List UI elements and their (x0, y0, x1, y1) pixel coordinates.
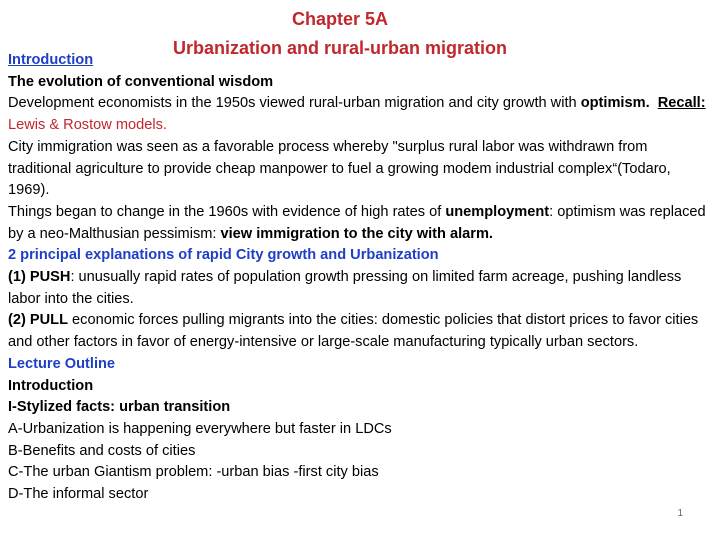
evolution-heading: The evolution of conventional wisdom (8, 73, 274, 90)
page-number: 1 (677, 508, 683, 519)
lecture-outline-heading: Lecture Outline (8, 355, 116, 372)
outline-item-i: I-Stylized facts: urban transition (8, 399, 231, 416)
outline-introduction: Introduction (8, 377, 94, 394)
explanations-heading: 2 principal explanations of rapid City growth and Urbanization (8, 247, 439, 264)
chapter-subtitle: Urbanization and rural-urban migration (172, 38, 508, 58)
outline-item: A-Urbanization is happening everywhere but faster in LDCs (8, 420, 392, 437)
paragraph-unemployment: Things began to change in the 1960s with evidence of high rates of unemployment: optimism was replaced by a neo-Malthusian pessimism: view immigration to the city with alarm. (8, 203, 706, 242)
outline-item: B-Benefits and costs of cities (8, 442, 196, 459)
recall-label: Recall: (657, 95, 706, 112)
pull-explanation: (2) PULL economic forces pulling migrants into the cities: domestic policies that distort prices to favor cities and other factors in favor of energy-intensive or large-scale manufacturing typically urban sectors. (8, 312, 699, 351)
paragraph-optimism: Development economists in the 1950s viewed rural-urban migration and city growth with optimism. Recall: Lewis & Rostow models. (8, 95, 706, 134)
outline-item: C-The urban Giantism problem: -urban bias -first city bias (8, 464, 379, 481)
slide-body (8, 50, 714, 506)
introduction-heading: Introduction (8, 52, 94, 68)
recall-text: Lewis & Rostow models. (8, 117, 167, 134)
paragraph-immigration: City immigration was seen as a favorable process whereby "surplus rural labor was withdrawn from traditional agriculture to provide cheap manpower to fuel a growing modem industrial complex“(Todaro, 1969). (8, 138, 671, 199)
chapter-title: Chapter 5A (291, 9, 389, 29)
push-explanation: (1) PUSH: unusually rapid rates of population growth pressing on limited farm acreage, pushing landless labor into the cities. (8, 269, 682, 307)
outline-item: D-The informal sector (8, 486, 149, 503)
